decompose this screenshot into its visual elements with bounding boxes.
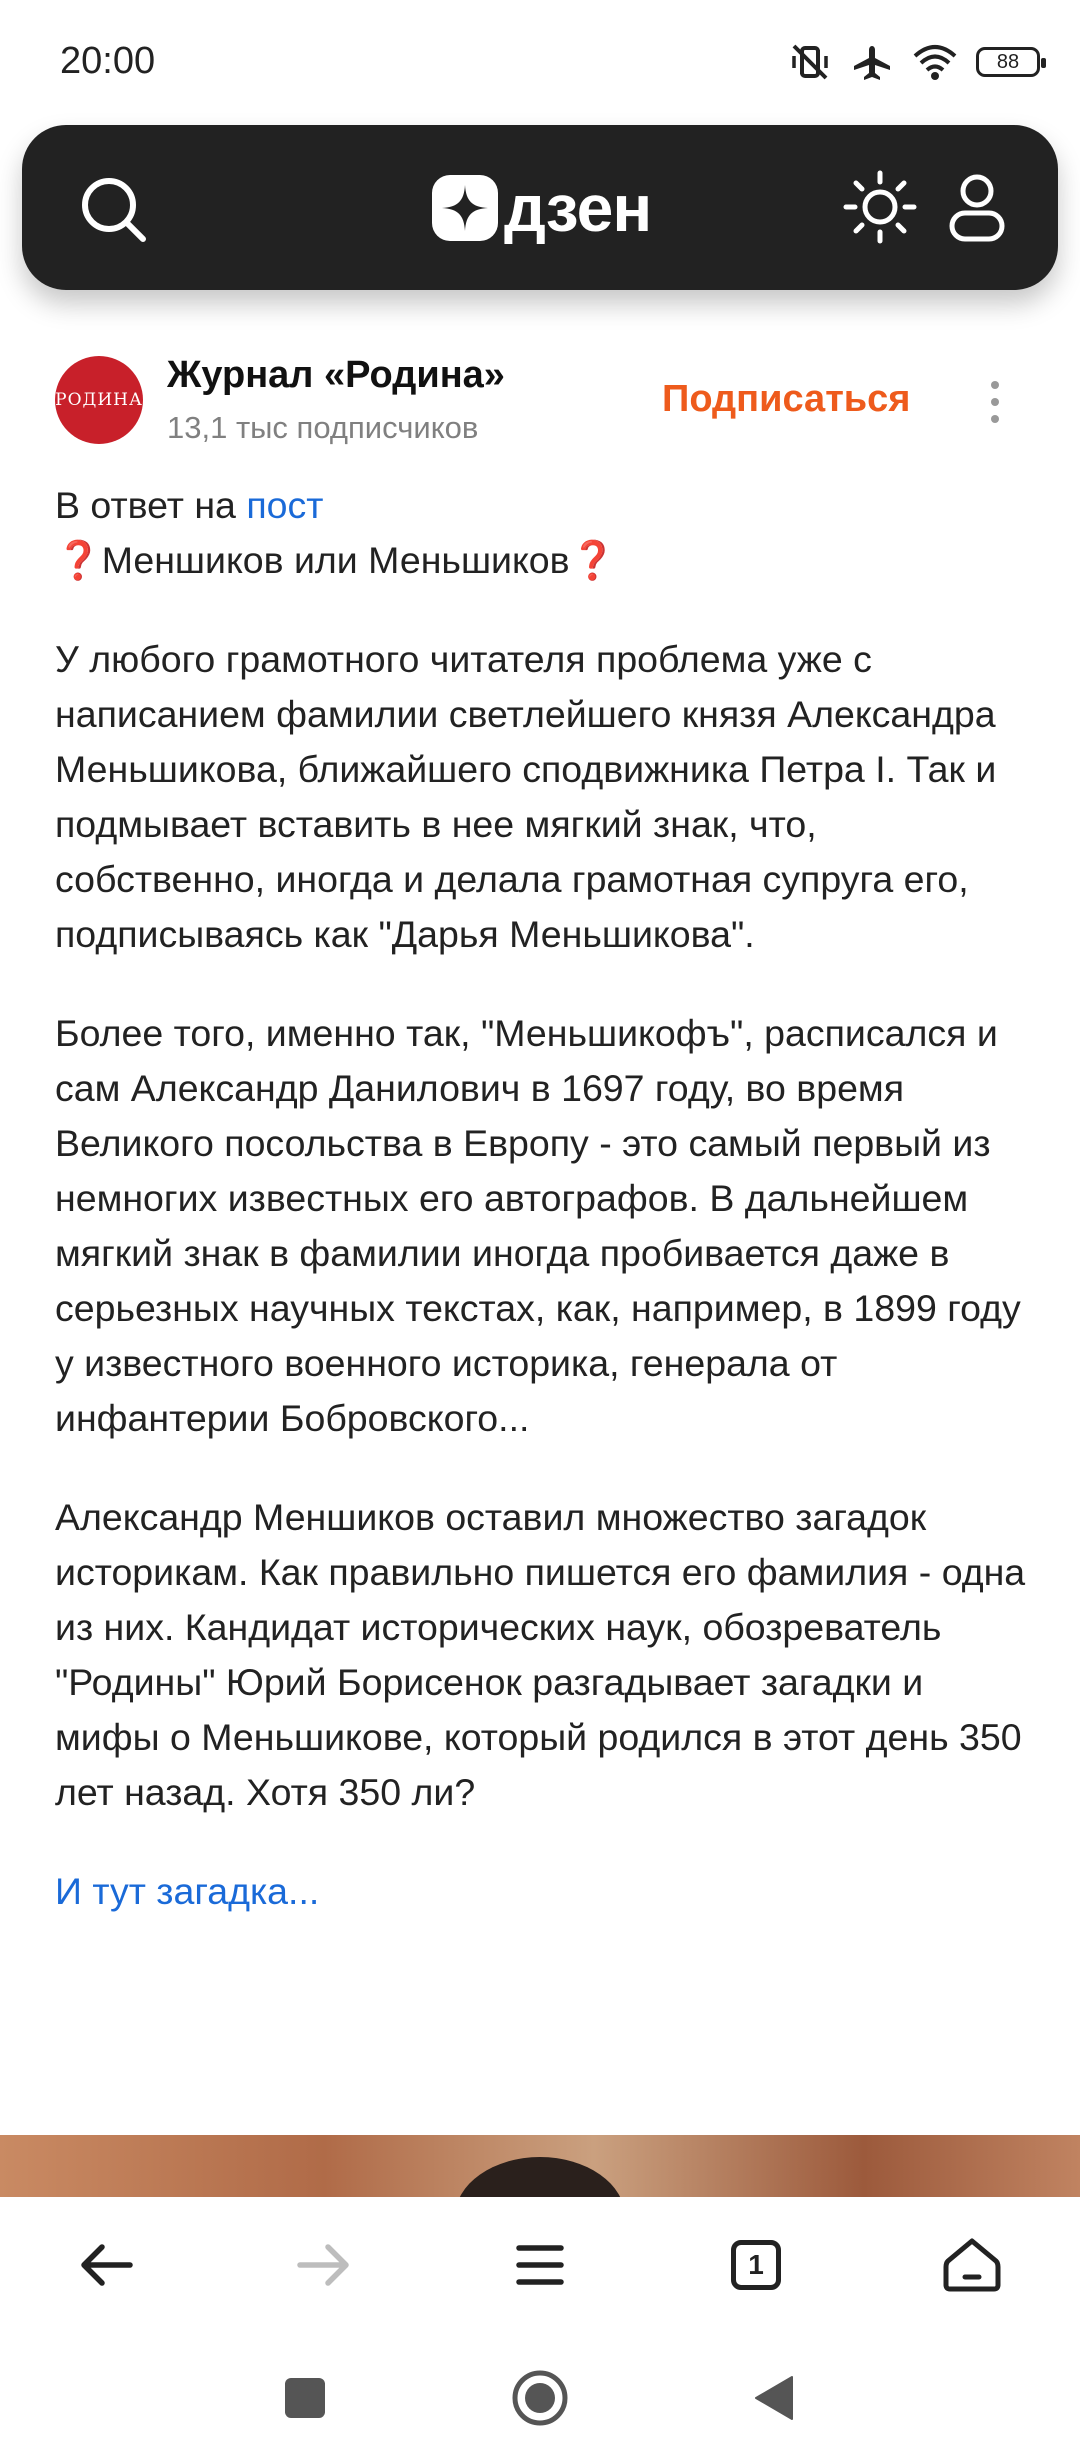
top-nav-bar: [22, 125, 1058, 290]
logo-text: дзен: [504, 171, 652, 245]
subscriber-count: 13,1 тыс подписчиков: [167, 410, 479, 445]
system-back-button[interactable]: [740, 2363, 810, 2433]
battery-indicator: [976, 47, 1040, 77]
channel-header: [55, 352, 1035, 452]
portrait-image-fragment: [455, 2157, 625, 2197]
post-paragraph: Александр Меншиков оставил множество загадок историкам. Как правильно пишется его фамилия - одна из них. Кандидат исторических наук, обозреватель "Родины" Юрий Борисенок разгадывает загадки и мифы о Меньшикове, который родился в этот день 350 лет назад. Хотя 350 ли?: [55, 1496, 1026, 1813]
subscribe-button[interactable]: Подписаться: [662, 378, 911, 420]
vibrate-off-icon: [788, 42, 832, 82]
dzen-logo[interactable]: [432, 171, 652, 245]
home-icon: [942, 2235, 1002, 2295]
status-time: 20:00: [60, 40, 156, 82]
profile-icon[interactable]: [942, 169, 1012, 245]
system-home-button[interactable]: [505, 2363, 575, 2433]
post-question: [55, 533, 1035, 588]
search-icon[interactable]: [77, 173, 149, 245]
browser-toolbar: [0, 2197, 1080, 2333]
avatar-logo-text: РОДИНА: [55, 390, 143, 410]
forward-button[interactable]: [288, 2229, 360, 2301]
more-options-icon[interactable]: [985, 377, 1005, 427]
reply-prefix: В ответ на: [55, 484, 247, 526]
arrow-right-icon: [294, 2240, 354, 2290]
post-paragraph: Более того, именно так, "Меньшикофъ", расписался и сам Александр Данилович в 1697 году, во время Великого посольства в Европу - это самый первый из немногих известных его автографов. В дальнейшем мягкий знак в фамилии иногда пробивается даже в серьезных научных текстах, как, например, в 1899 году у известного военного историка, генерала от инфантерии Бобровского...: [55, 1012, 1021, 1439]
channel-name[interactable]: Журнал «Родина»: [167, 354, 505, 396]
square-recents-icon: [283, 2376, 327, 2420]
question-text: Меншиков или Меньшиков: [101, 539, 570, 581]
post-paragraph: У любого грамотного читателя проблема уже с написанием фамилии светлейшего князя Александра Меньшикова, ближайшего сподвижника Петра I. Так и подмывает вставить в нее мягкий знак, что, собственно, иногда и делала грамотная супруга его, подписываясь как "Дарья Меньшикова".: [55, 638, 997, 955]
question-mark-icon: ❓: [55, 539, 102, 581]
channel-avatar[interactable]: [55, 356, 143, 444]
post-body: [55, 478, 1035, 1963]
wifi-icon: [912, 42, 958, 82]
triangle-back-icon: [750, 2373, 800, 2423]
reply-line: [55, 478, 1035, 533]
status-icons: [788, 42, 1040, 82]
question-mark-icon: ❓: [569, 539, 617, 581]
post-image[interactable]: [0, 2135, 1080, 2197]
menu-button[interactable]: [504, 2229, 576, 2301]
recents-button[interactable]: [270, 2363, 340, 2433]
home-button[interactable]: [936, 2229, 1008, 2301]
arrow-left-icon: [76, 2240, 136, 2290]
airplane-mode-icon: [850, 42, 894, 82]
read-more-link[interactable]: И тут загадка...: [55, 1870, 320, 1912]
tabs-button[interactable]: [720, 2229, 792, 2301]
system-navigation-bar: [0, 2333, 1080, 2460]
battery-level: 88: [996, 50, 1020, 73]
tabs-count: 1: [731, 2240, 781, 2290]
sun-theme-icon[interactable]: [842, 169, 918, 245]
back-button[interactable]: [70, 2229, 142, 2301]
reply-post-link[interactable]: пост: [246, 484, 324, 526]
dzen-star-icon: [432, 175, 498, 241]
hamburger-menu-icon: [514, 2240, 566, 2290]
status-bar: [0, 0, 1080, 120]
circle-home-icon: [510, 2368, 570, 2428]
